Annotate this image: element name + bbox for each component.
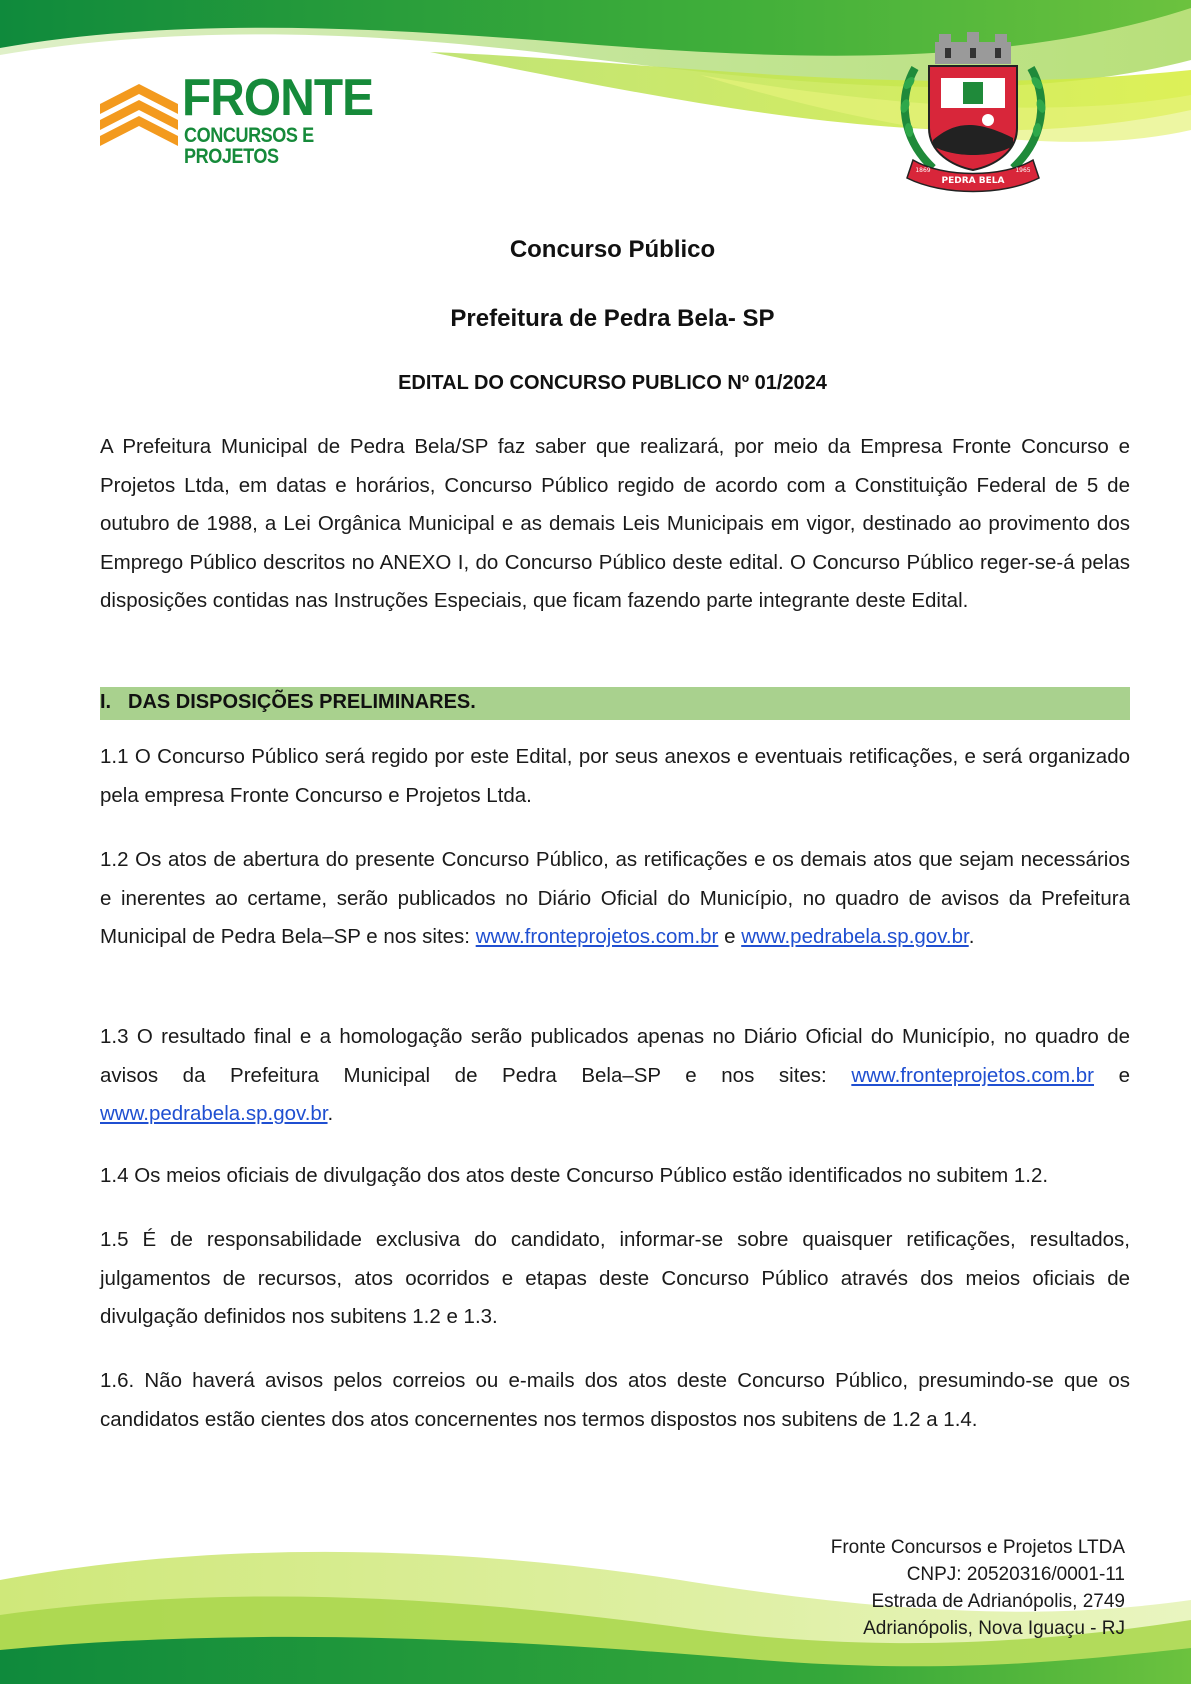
footer-cnpj: CNPJ: 20520316/0001-11 [906, 1564, 1125, 1585]
item-1-4: 1.4 Os meios oficiais de divulgação dos atos deste Concurso Público estão identificados no subitem 1.2. [100, 1164, 1049, 1187]
footer-city: Adrianópolis, Nova Iguaçu - RJ [863, 1618, 1125, 1639]
item-1-5: 1.5 É de responsabilidade exclusiva do candidato, informar-se sobre quaisquer retificações, resultados, julgamentos de recursos, atos ocorridos e etapas deste Concurso Público através dos meios oficiais de divulgação definidos nos subitens 1.2 e 1.3. [100, 1228, 1130, 1328]
item-1-2 [100, 841, 1130, 957]
crest-year-left: 1869 [915, 167, 931, 174]
intro-paragraph: A Prefeitura Municipal de Pedra Bela/SP faz saber que realizará, por meio da Empresa Fronte Concurso e Projetos Ltda, em datas e horários, Concurso Público regido de acordo com a Constituição Federal de 5 de outubro de 1988, a Lei Orgânica Municipal e as demais Leis Municipais em vigor, destinado ao provimento dos Emprego Público descritos no ANEXO I, do Concurso Público deste edital. O Concurso Público reger-se-á pelas disposições contidas nas Instruções Especiais, que ficam fazendo parte integrante deste Edital. [100, 435, 1130, 612]
crest-year-right: 1965 [1015, 167, 1031, 174]
section-number: I. [100, 691, 112, 713]
section-heading-bar [100, 687, 1130, 720]
footer-address: Estrada de Adrianópolis, 2749 [871, 1591, 1125, 1612]
link-fronteprojetos[interactable]: www.fronteprojetos.com.br [851, 1063, 1095, 1087]
item-1-2-and: e [724, 925, 736, 948]
logo-main-text: FRONTE [182, 69, 374, 127]
edital-heading: EDITAL DO CONCURSO PUBLICO Nº 01/2024 [398, 372, 827, 394]
item-1-3-and: e [1118, 1063, 1130, 1087]
item-1-3-end: . [327, 1102, 334, 1125]
logo-sub-text: CONCURSOS E PROJETOS [184, 124, 314, 168]
item-1-3 [100, 1018, 1130, 1134]
pedra-bela-crest-icon [893, 28, 1053, 200]
document-subtitle: Prefeitura de Pedra Bela- SP [450, 305, 775, 332]
footer-company: Fronte Concursos e Projetos LTDA [830, 1537, 1125, 1558]
footer-address-block [831, 1534, 1125, 1642]
item-1-2-text: 1.2 Os atos de abertura do presente Concurso Público, as retificações e os demais atos que sejam necessários e inerentes ao certame, serão publicados no Diário Oficial do Município, no quadro de avisos da Prefeitura Municipal de Pedra Bela–SP e nos sites: [100, 848, 1130, 948]
link-pedrabela[interactable]: www.pedrabela.sp.gov.br [100, 1102, 328, 1125]
item-1-3-text: 1.3 O resultado final e a homologação serão publicados apenas no Diário Oficial do Município, no quadro de avisos da Prefeitura Municipal de Pedra Bela–SP e nos sites: [100, 1025, 1130, 1087]
link-pedrabela[interactable]: www.pedrabela.sp.gov.br [741, 925, 969, 948]
item-1-1: 1.1 O Concurso Público será regido por este Edital, por seus anexos e eventuais retificações, e será organizado pela empresa Fronte Concurso e Projetos Ltda. [100, 745, 1130, 807]
link-fronteprojetos[interactable]: www.fronteprojetos.com.br [475, 925, 719, 948]
fronte-logo [100, 69, 400, 168]
item-1-2-end: . [968, 925, 975, 948]
document-title: Concurso Público [509, 236, 716, 263]
logo-chevron-icon [100, 82, 178, 152]
crest-name: PEDRA BELA [941, 176, 1005, 186]
item-1-6: 1.6. Não haverá avisos pelos correios ou e-mails dos atos deste Concurso Público, presumindo-se que os candidatos estão cientes dos atos concernentes nos termos dispostos nos subitens de 1.2 a 1.4. [100, 1369, 1130, 1431]
section-title: DAS DISPOSIÇÕES PRELIMINARES. [128, 691, 476, 713]
